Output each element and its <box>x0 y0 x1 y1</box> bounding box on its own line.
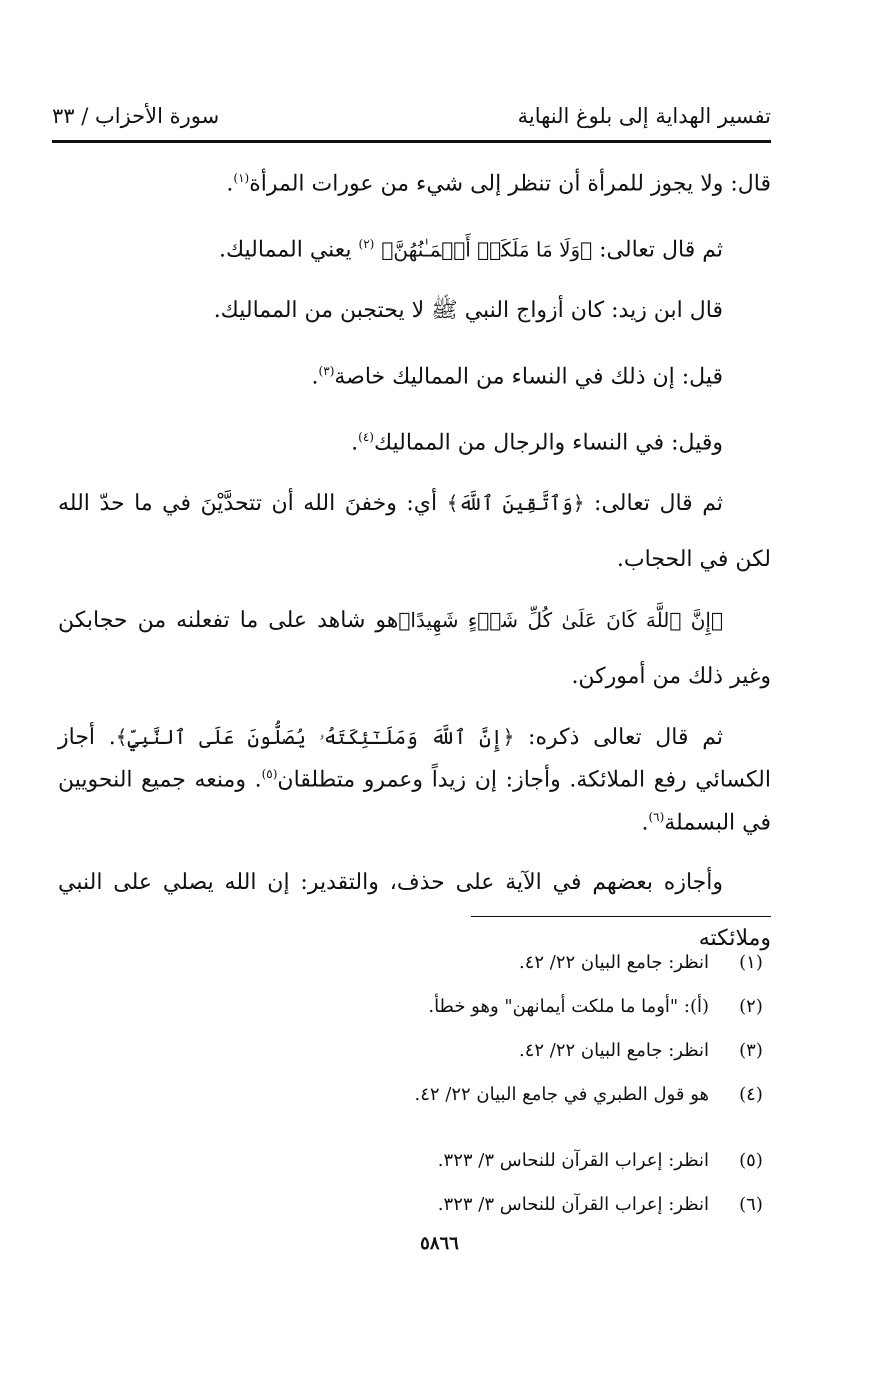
footnote-ref: (٥) <box>261 767 278 782</box>
footnote-text: انظر: إعراب القرآن للنحاس ٣/ ٣٢٣. <box>437 1149 709 1171</box>
footnote-rule <box>471 916 771 917</box>
footnote-number: (٣) <box>739 1039 763 1061</box>
footnote-ref: (١) <box>233 171 250 185</box>
footnote-number: (٢) <box>739 995 763 1017</box>
footnote-ref: (٣) <box>318 363 335 378</box>
paragraph: ثم قال تعالى: ﴿وَلَا مَا مَلَكَتۡ أَيۡمَـٰنُهُنَّ﴾ $^{(٢)}$ يعني المماليك. <box>219 237 723 263</box>
footnote-text: (أ): "أوما ما ملكت أيمانهن" وهو خطأ. <box>428 995 709 1017</box>
footnote-ref: (٢) <box>358 237 375 252</box>
paragraph: قيل: إن ذلك في النساء من المماليك خاصة$^{(٣)}$. <box>311 363 723 389</box>
footnote-text: انظر: جامع البيان ٢٢/ ٤٢. <box>518 951 709 973</box>
footnote-text: انظر: جامع البيان ٢٢/ ٤٢. <box>518 1039 709 1061</box>
footnote <box>58 940 771 984</box>
paragraph: وأجازه بعضهم في الآية على حذف، والتقدير: إن الله يصلي على النبي وملائكته <box>58 869 771 951</box>
paragraph: ثم قال تعالى ذكره: ﴿إِنَّ ٱللَّهَ وَمَلَـٰٓئِكَتَهُۥ يُصَلُّونَ عَلَى ٱلنَّبِيِّ﴾. أجاز الكسائي رفع الملائكة. وأجاز: إن زيداً وعمرو متطلقان$^{(٥)}$. ومنعه جميع النحويين في البسملة$^{(٦)}$. <box>58 725 771 835</box>
footnote <box>58 1138 771 1182</box>
footnote-ref: (٤) <box>358 429 374 444</box>
paragraph: قال: ولا يجوز للمرأة أن تنظر إلى شيء من عورات المرأة$^{(١)}$. <box>226 171 771 197</box>
quran-verse: ﴿إِنَّ ٱللَّهَ كَانَ عَلَىٰ كُلِّ شَيۡءٍ شَهِيدًا﴾ <box>398 608 723 633</box>
footnote <box>58 1182 771 1226</box>
main-text <box>58 150 771 971</box>
paragraph: ثم قال تعالى: ﴿وَٱتَّقِينَ ٱللَّهَ﴾ أي: وخفنَ الله أن تتحدَّيْنَ في ما حدّ الله لكن في الحجاب. <box>58 491 771 573</box>
quran-verse: ﴿إِنَّ ٱللَّهَ وَمَلَـٰٓئِكَتَهُۥ يُصَلُّونَ عَلَى ٱلنَّبِيِّ﴾ <box>115 725 515 750</box>
footnote-text: انظر: إعراب القرآن للنحاس ٣/ ٣٢٣. <box>437 1193 709 1215</box>
footnote <box>58 1072 771 1116</box>
header-rule <box>52 140 771 143</box>
footnotes <box>58 940 771 1226</box>
footnote-text: هو قول الطبري في جامع البيان ٢٢/ ٤٢. <box>414 1083 709 1105</box>
running-header <box>52 96 771 136</box>
footnote-number: (٤) <box>739 1083 763 1105</box>
book-title: تفسير الهداية إلى بلوغ النهاية <box>517 104 771 128</box>
page-number: ٥٨٦٦ <box>420 1233 459 1254</box>
footnote-ref: (٦) <box>648 809 665 824</box>
footnote-number: (٦) <box>739 1193 763 1215</box>
quran-verse: ﴿وَٱتَّقِينَ ٱللَّهَ﴾ <box>446 491 585 516</box>
paragraph: وقيل: في النساء والرجال من المماليك$^{(٤)}$. <box>351 429 723 456</box>
quran-verse: ﴿وَلَا مَا مَلَكَتۡ أَيۡمَـٰنُهُنَّ﴾ <box>381 237 593 262</box>
footnote <box>58 1028 771 1072</box>
footnote-number: (١) <box>739 951 763 973</box>
paragraph: قال ابن زيد: كان أزواج النبي ﷺ لا يحتجبن من المماليك. <box>213 297 723 323</box>
paragraph: ﴿إِنَّ ٱللَّهَ كَانَ عَلَىٰ كُلِّ شَيۡءٍ شَهِيدًا﴾هو شاهد على ما تفعلنه من حجابكن وغير ذلك من أموركن. <box>58 608 771 690</box>
surah-title: سورة الأحزاب / ٣٣ <box>52 104 220 128</box>
footnote <box>58 984 771 1028</box>
footnote-number: (٥) <box>739 1149 763 1171</box>
